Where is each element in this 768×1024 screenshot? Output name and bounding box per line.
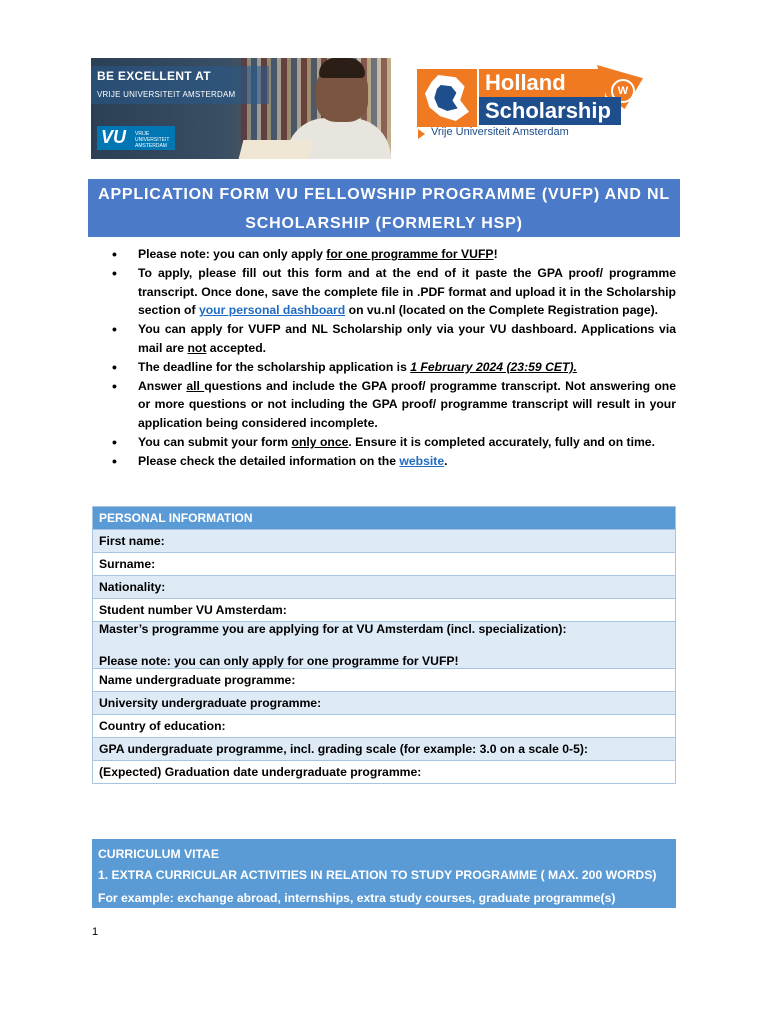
instruction-item: • Answer all questions and include the GPA proof/ programme transcript. Not answering one or more questions or not including the GPA proof/ programme transcript will result in your application being considered incomplete. <box>108 377 676 433</box>
instruction-item: • Please check the detailed information on the website. <box>108 452 676 471</box>
instruction-item: • Please note: you can only apply for one programme for VUFP! <box>108 245 676 264</box>
logo-line-scholarship: Scholarship <box>479 97 621 125</box>
first-name-field[interactable]: First name: <box>93 530 676 553</box>
undergraduate-university-field[interactable]: University undergraduate programme: <box>93 692 676 715</box>
book-graphic <box>239 140 314 159</box>
surname-field[interactable]: Surname: <box>93 553 676 576</box>
masters-programme-label: Master’s programme you are applying for at VU Amsterdam (incl. specialization): <box>99 622 567 636</box>
section-header-personal: PERSONAL INFORMATION <box>93 507 676 530</box>
vw-badge-icon: W <box>611 79 635 103</box>
tagline-2: VRIJE UNIVERSITEIT AMSTERDAM <box>97 90 236 99</box>
curriculum-vitae-section <box>92 839 676 908</box>
student-hair-graphic <box>319 58 365 78</box>
instruction-item: • The deadline for the scholarship application is 1 February 2024 (23:59 CET). <box>108 358 676 377</box>
vu-logo-subtext: VRIJE UNIVERSITEIT AMSTERDAM <box>135 131 170 149</box>
vu-logo <box>97 126 175 150</box>
instructions-list <box>108 245 676 471</box>
vu-banner-image <box>91 58 391 159</box>
nationality-field[interactable]: Nationality: <box>93 576 676 599</box>
masters-programme-note: Please note: you can only apply for one programme for VUFP! <box>99 654 459 668</box>
instruction-item: • You can submit your form only once. Ensure it is completed accurately, fully and on time. <box>108 433 676 452</box>
website-link[interactable]: website <box>399 453 445 468</box>
graduation-date-field[interactable]: (Expected) Graduation date undergraduate programme: <box>93 761 676 784</box>
arrow-right-icon <box>418 129 425 139</box>
masters-programme-field[interactable] <box>93 622 676 669</box>
undergraduate-name-field[interactable]: Name undergraduate programme: <box>93 669 676 692</box>
form-title: APPLICATION FORM VU FELLOWSHIP PROGRAMME (VUFP) AND NL SCHOLARSHIP (FORMERLY HSP) <box>88 179 680 237</box>
instruction-item: • To apply, please fill out this form and at the end of it paste the GPA proof/ programme transcript. Once done, save the complete file in .PDF format and upload it in the Scholarship section of your personal dashboard on vu.nl (located on the Complete Registration page). <box>108 264 676 320</box>
country-of-education-field[interactable]: Country of education: <box>93 715 676 738</box>
page-number: 1 <box>92 926 99 938</box>
vu-logo-text: VU <box>101 127 127 147</box>
personal-dashboard-link[interactable]: your personal dashboard <box>198 303 346 318</box>
tagline-1: BE EXCELLENT AT <box>97 69 211 83</box>
logo-university-name: Vrije Universiteit Amsterdam <box>431 126 569 138</box>
deadline-date: 1 February 2024 (23:59 CET). <box>410 359 577 374</box>
instruction-item: • You can apply for VUFP and NL Scholarship only via your VU dashboard. Applications via mail are not accepted. <box>108 320 676 358</box>
gpa-field[interactable]: GPA undergraduate programme, incl. grading scale (for example: 3.0 on a scale 0-5): <box>93 738 676 761</box>
cv-header: CURRICULUM VITAE <box>98 847 219 861</box>
cv-question-1-example: For example: exchange abroad, internships, extra study courses, graduate programme(s) <box>98 891 616 905</box>
logo-line-holland: Holland <box>479 69 605 97</box>
personal-information-table <box>92 506 676 784</box>
cv-question-1: 1. EXTRA CURRICULAR ACTIVITIES IN RELATION TO STUDY PROGRAMME ( MAX. 200 WORDS) <box>98 868 657 882</box>
holland-scholarship-logo <box>413 63 645 141</box>
student-number-field[interactable]: Student number VU Amsterdam: <box>93 599 676 622</box>
